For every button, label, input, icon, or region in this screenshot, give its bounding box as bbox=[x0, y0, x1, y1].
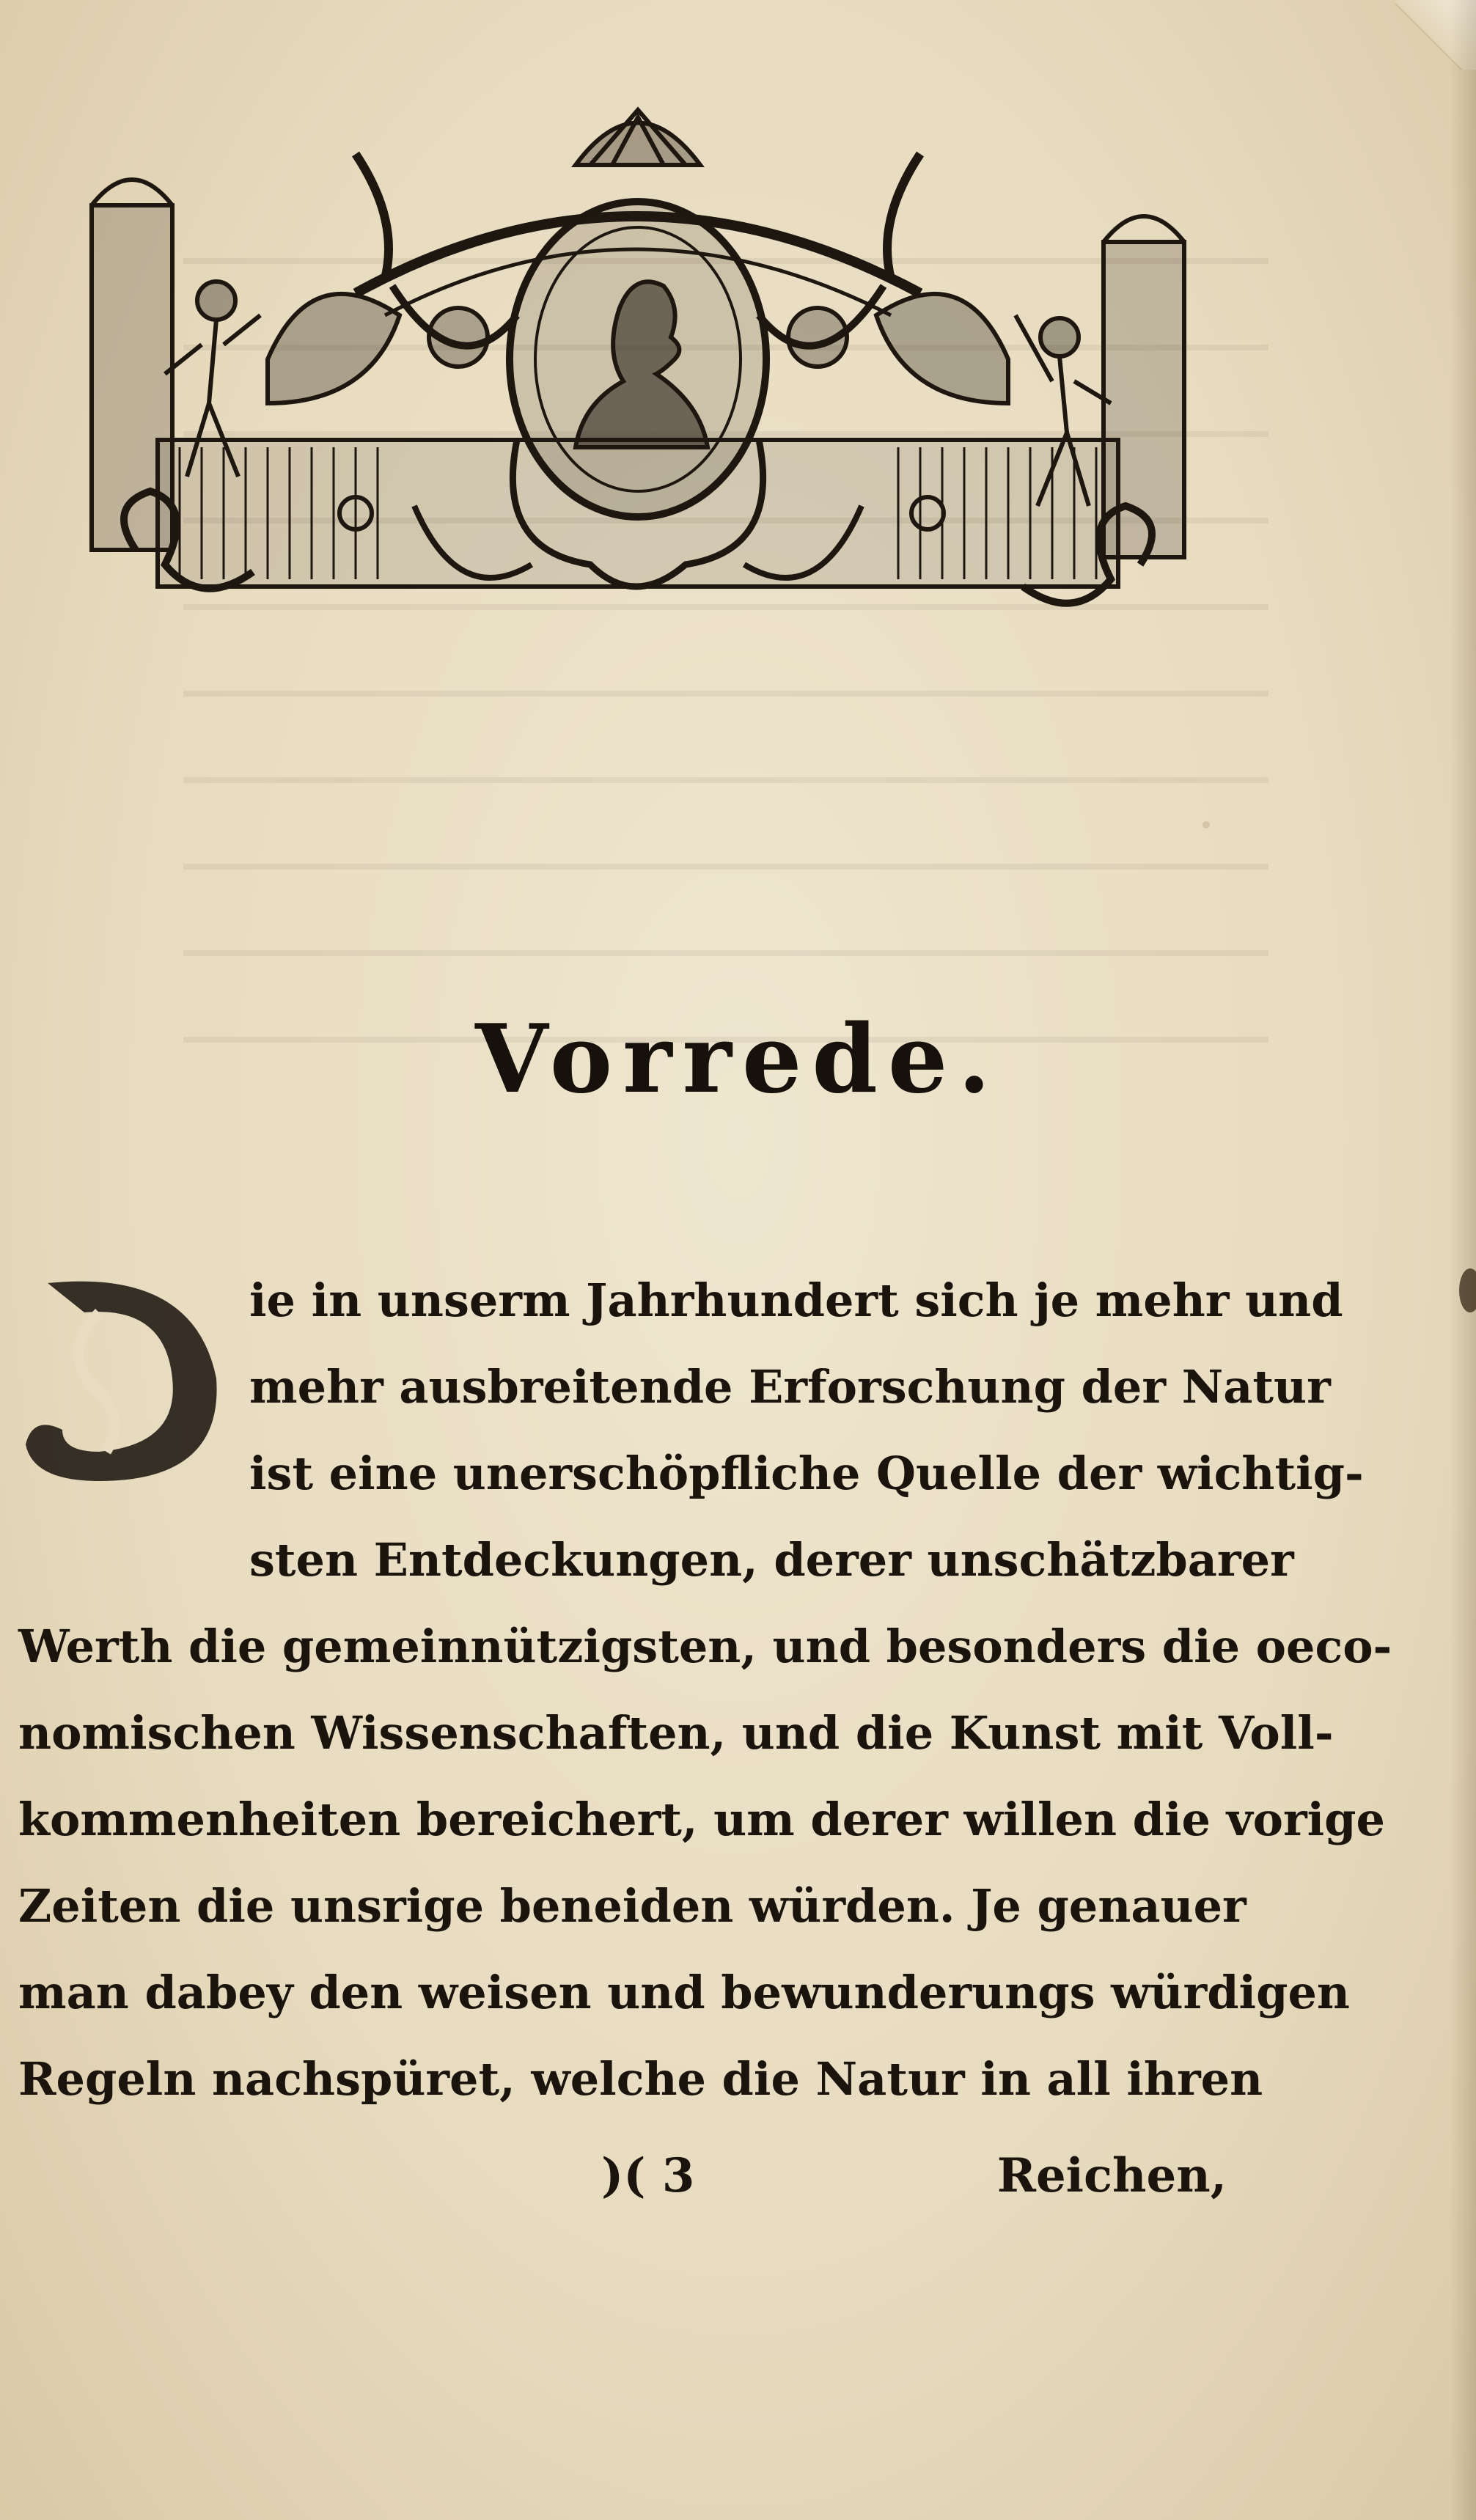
text-line: Zeiten die unsrige beneiden würden. Je genauer bbox=[18, 1879, 1246, 1933]
foxing-spot bbox=[1203, 821, 1210, 829]
page-edge-shadow bbox=[1450, 0, 1476, 2520]
text-line: kommenheiten bereichert, um derer willen die vorige bbox=[18, 1793, 1385, 1846]
catchword: Reichen, bbox=[996, 2148, 1227, 2203]
text-line: ie in unserm Jahrhundert sich je mehr und bbox=[249, 1274, 1343, 1327]
dropcap-letter: D bbox=[73, 1312, 176, 1450]
page-title: Vorrede. bbox=[475, 1004, 1001, 1114]
text-line: nomischen Wissenschaften, und die Kunst mit Voll- bbox=[18, 1706, 1334, 1760]
text-line: man dabey den weisen und bewunderungs würdigen bbox=[18, 1966, 1350, 2019]
text-line: Regeln nachspüret, welche die Natur in all ihren bbox=[18, 2052, 1263, 2106]
text-line: ist eine unerschöpfliche Quelle der wichtig- bbox=[249, 1447, 1364, 1500]
text-line: mehr ausbreitende Erforschung der Natur bbox=[249, 1360, 1331, 1414]
signature-mark: )( 3 bbox=[601, 2148, 695, 2203]
text-line: Werth die gemeinnützigsten, und besonders die oeco- bbox=[18, 1620, 1392, 1673]
text-line: sten Entdeckungen, derer unschätzbarer bbox=[249, 1533, 1294, 1587]
headpiece-vignette-icon bbox=[77, 95, 1199, 653]
dropcap-initial bbox=[18, 1261, 231, 1496]
